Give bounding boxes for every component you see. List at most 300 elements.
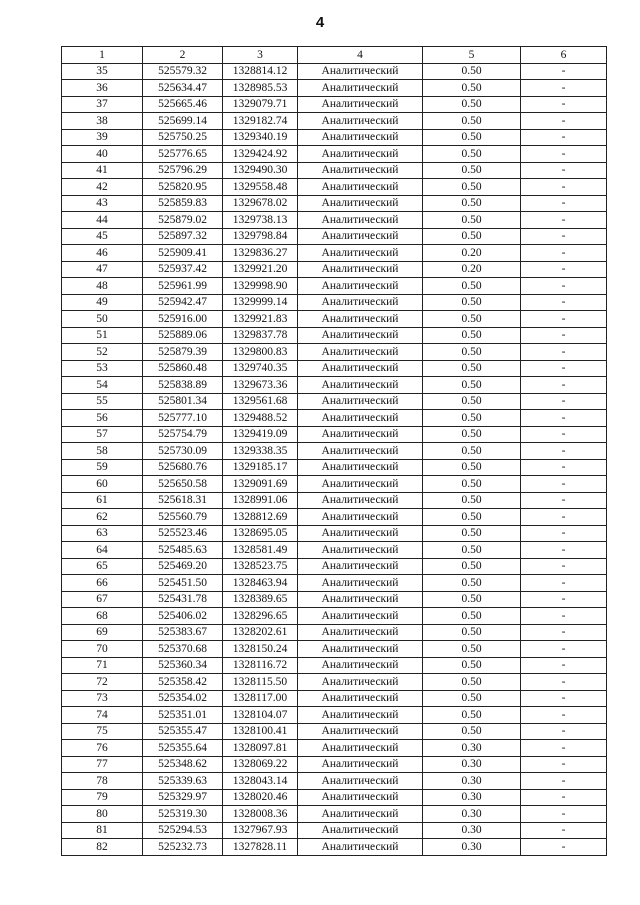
table-row xyxy=(62,212,607,229)
table-row xyxy=(62,773,607,790)
note-cell: - xyxy=(521,806,607,823)
point-number-cell: 43 xyxy=(62,195,143,212)
x-coordinate-cell: 525680.76 xyxy=(143,459,223,476)
y-coordinate-cell: 1328097.81 xyxy=(223,740,298,757)
x-coordinate-cell: 525351.01 xyxy=(143,707,223,724)
method-cell: Аналитический xyxy=(298,707,423,724)
method-cell: Аналитический xyxy=(298,476,423,493)
table-row xyxy=(62,261,607,278)
accuracy-cell: 0.50 xyxy=(423,525,521,542)
point-number-cell: 38 xyxy=(62,113,143,130)
x-coordinate-cell: 525579.32 xyxy=(143,63,223,80)
point-number-cell: 40 xyxy=(62,146,143,163)
x-coordinate-cell: 525730.09 xyxy=(143,443,223,460)
note-cell: - xyxy=(521,261,607,278)
table-row xyxy=(62,311,607,328)
x-coordinate-cell: 525860.48 xyxy=(143,360,223,377)
note-cell: - xyxy=(521,162,607,179)
x-coordinate-cell: 525383.67 xyxy=(143,624,223,641)
point-number-cell: 51 xyxy=(62,327,143,344)
y-coordinate-cell: 1329998.90 xyxy=(223,278,298,295)
y-coordinate-cell: 1328812.69 xyxy=(223,509,298,526)
accuracy-cell: 0.50 xyxy=(423,476,521,493)
note-cell: - xyxy=(521,459,607,476)
accuracy-cell: 0.50 xyxy=(423,624,521,641)
method-cell: Аналитический xyxy=(298,80,423,97)
point-number-cell: 54 xyxy=(62,377,143,394)
y-coordinate-cell: 1328069.22 xyxy=(223,756,298,773)
note-cell: - xyxy=(521,723,607,740)
point-number-cell: 60 xyxy=(62,476,143,493)
y-coordinate-cell: 1327828.11 xyxy=(223,839,298,856)
x-coordinate-cell: 525354.02 xyxy=(143,690,223,707)
table-row xyxy=(62,641,607,658)
accuracy-cell: 0.30 xyxy=(423,740,521,757)
accuracy-cell: 0.50 xyxy=(423,674,521,691)
table-row xyxy=(62,509,607,526)
table-row xyxy=(62,558,607,575)
y-coordinate-cell: 1328991.06 xyxy=(223,492,298,509)
point-number-cell: 62 xyxy=(62,509,143,526)
method-cell: Аналитический xyxy=(298,740,423,757)
y-coordinate-cell: 1329558.48 xyxy=(223,179,298,196)
note-cell: - xyxy=(521,245,607,262)
table-row xyxy=(62,608,607,625)
point-number-cell: 73 xyxy=(62,690,143,707)
point-number-cell: 61 xyxy=(62,492,143,509)
accuracy-cell: 0.50 xyxy=(423,96,521,113)
x-coordinate-cell: 525406.02 xyxy=(143,608,223,625)
note-cell: - xyxy=(521,278,607,295)
accuracy-cell: 0.50 xyxy=(423,344,521,361)
table-row xyxy=(62,245,607,262)
method-cell: Аналитический xyxy=(298,591,423,608)
point-number-cell: 80 xyxy=(62,806,143,823)
accuracy-cell: 0.50 xyxy=(423,80,521,97)
accuracy-cell: 0.30 xyxy=(423,806,521,823)
y-coordinate-cell: 1328814.12 xyxy=(223,63,298,80)
y-coordinate-cell: 1328043.14 xyxy=(223,773,298,790)
note-cell: - xyxy=(521,525,607,542)
column-header: 2 xyxy=(143,47,223,64)
y-coordinate-cell: 1329673.36 xyxy=(223,377,298,394)
accuracy-cell: 0.50 xyxy=(423,723,521,740)
accuracy-cell: 0.30 xyxy=(423,789,521,806)
y-coordinate-cell: 1329424.92 xyxy=(223,146,298,163)
point-number-cell: 71 xyxy=(62,657,143,674)
method-cell: Аналитический xyxy=(298,674,423,691)
method-cell: Аналитический xyxy=(298,311,423,328)
point-number-cell: 64 xyxy=(62,542,143,559)
y-coordinate-cell: 1329340.19 xyxy=(223,129,298,146)
method-cell: Аналитический xyxy=(298,261,423,278)
method-cell: Аналитический xyxy=(298,360,423,377)
column-header: 3 xyxy=(223,47,298,64)
x-coordinate-cell: 525634.47 xyxy=(143,80,223,97)
accuracy-cell: 0.50 xyxy=(423,129,521,146)
note-cell: - xyxy=(521,96,607,113)
x-coordinate-cell: 525909.41 xyxy=(143,245,223,262)
method-cell: Аналитический xyxy=(298,146,423,163)
note-cell: - xyxy=(521,492,607,509)
table-row xyxy=(62,410,607,427)
note-cell: - xyxy=(521,212,607,229)
point-number-cell: 56 xyxy=(62,410,143,427)
method-cell: Аналитический xyxy=(298,294,423,311)
point-number-cell: 81 xyxy=(62,822,143,839)
point-number-cell: 58 xyxy=(62,443,143,460)
y-coordinate-cell: 1329800.83 xyxy=(223,344,298,361)
page-number: 4 xyxy=(315,14,325,31)
table-row xyxy=(62,492,607,509)
method-cell: Аналитический xyxy=(298,542,423,559)
accuracy-cell: 0.50 xyxy=(423,360,521,377)
y-coordinate-cell: 1328202.61 xyxy=(223,624,298,641)
method-cell: Аналитический xyxy=(298,129,423,146)
x-coordinate-cell: 525232.73 xyxy=(143,839,223,856)
table-row xyxy=(62,591,607,608)
method-cell: Аналитический xyxy=(298,773,423,790)
coordinates-table xyxy=(61,46,607,856)
table-row xyxy=(62,146,607,163)
x-coordinate-cell: 525650.58 xyxy=(143,476,223,493)
table-row xyxy=(62,162,607,179)
point-number-cell: 49 xyxy=(62,294,143,311)
accuracy-cell: 0.50 xyxy=(423,63,521,80)
table-row xyxy=(62,96,607,113)
x-coordinate-cell: 525897.32 xyxy=(143,228,223,245)
accuracy-cell: 0.50 xyxy=(423,179,521,196)
table-row xyxy=(62,476,607,493)
method-cell: Аналитический xyxy=(298,344,423,361)
point-number-cell: 69 xyxy=(62,624,143,641)
x-coordinate-cell: 525942.47 xyxy=(143,294,223,311)
method-cell: Аналитический xyxy=(298,195,423,212)
x-coordinate-cell: 525961.99 xyxy=(143,278,223,295)
table-row xyxy=(62,393,607,410)
x-coordinate-cell: 525348.62 xyxy=(143,756,223,773)
note-cell: - xyxy=(521,327,607,344)
x-coordinate-cell: 525485.63 xyxy=(143,542,223,559)
note-cell: - xyxy=(521,443,607,460)
method-cell: Аналитический xyxy=(298,641,423,658)
x-coordinate-cell: 525360.34 xyxy=(143,657,223,674)
point-number-cell: 45 xyxy=(62,228,143,245)
point-number-cell: 65 xyxy=(62,558,143,575)
accuracy-cell: 0.50 xyxy=(423,459,521,476)
x-coordinate-cell: 525937.42 xyxy=(143,261,223,278)
y-coordinate-cell: 1328523.75 xyxy=(223,558,298,575)
note-cell: - xyxy=(521,740,607,757)
accuracy-cell: 0.50 xyxy=(423,162,521,179)
table-row xyxy=(62,624,607,641)
accuracy-cell: 0.50 xyxy=(423,377,521,394)
method-cell: Аналитический xyxy=(298,212,423,229)
x-coordinate-cell: 525560.79 xyxy=(143,509,223,526)
method-cell: Аналитический xyxy=(298,624,423,641)
column-header: 4 xyxy=(298,47,423,64)
table-row xyxy=(62,426,607,443)
y-coordinate-cell: 1328104.07 xyxy=(223,707,298,724)
note-cell: - xyxy=(521,542,607,559)
table-row xyxy=(62,63,607,80)
method-cell: Аналитический xyxy=(298,327,423,344)
point-number-cell: 47 xyxy=(62,261,143,278)
table-row xyxy=(62,657,607,674)
accuracy-cell: 0.50 xyxy=(423,195,521,212)
point-number-cell: 74 xyxy=(62,707,143,724)
point-number-cell: 53 xyxy=(62,360,143,377)
x-coordinate-cell: 525431.78 xyxy=(143,591,223,608)
y-coordinate-cell: 1329561.68 xyxy=(223,393,298,410)
y-coordinate-cell: 1328463.94 xyxy=(223,575,298,592)
method-cell: Аналитический xyxy=(298,245,423,262)
note-cell: - xyxy=(521,674,607,691)
note-cell: - xyxy=(521,707,607,724)
note-cell: - xyxy=(521,113,607,130)
table-row xyxy=(62,327,607,344)
method-cell: Аналитический xyxy=(298,723,423,740)
x-coordinate-cell: 525451.50 xyxy=(143,575,223,592)
x-coordinate-cell: 525358.42 xyxy=(143,674,223,691)
y-coordinate-cell: 1329740.35 xyxy=(223,360,298,377)
accuracy-cell: 0.50 xyxy=(423,410,521,427)
method-cell: Аналитический xyxy=(298,608,423,625)
x-coordinate-cell: 525796.29 xyxy=(143,162,223,179)
accuracy-cell: 0.50 xyxy=(423,311,521,328)
point-number-cell: 67 xyxy=(62,591,143,608)
method-cell: Аналитический xyxy=(298,789,423,806)
accuracy-cell: 0.50 xyxy=(423,146,521,163)
table-row xyxy=(62,129,607,146)
accuracy-cell: 0.30 xyxy=(423,822,521,839)
x-coordinate-cell: 525879.39 xyxy=(143,344,223,361)
note-cell: - xyxy=(521,822,607,839)
y-coordinate-cell: 1329419.09 xyxy=(223,426,298,443)
note-cell: - xyxy=(521,410,607,427)
y-coordinate-cell: 1329488.52 xyxy=(223,410,298,427)
table-row xyxy=(62,80,607,97)
note-cell: - xyxy=(521,509,607,526)
x-coordinate-cell: 525754.79 xyxy=(143,426,223,443)
note-cell: - xyxy=(521,344,607,361)
method-cell: Аналитический xyxy=(298,278,423,295)
method-cell: Аналитический xyxy=(298,558,423,575)
x-coordinate-cell: 525838.89 xyxy=(143,377,223,394)
point-number-cell: 41 xyxy=(62,162,143,179)
x-coordinate-cell: 525776.65 xyxy=(143,146,223,163)
accuracy-cell: 0.50 xyxy=(423,492,521,509)
column-header: 1 xyxy=(62,47,143,64)
table-row xyxy=(62,707,607,724)
y-coordinate-cell: 1329091.69 xyxy=(223,476,298,493)
table-row xyxy=(62,723,607,740)
y-coordinate-cell: 1328117.00 xyxy=(223,690,298,707)
y-coordinate-cell: 1329798.84 xyxy=(223,228,298,245)
method-cell: Аналитический xyxy=(298,492,423,509)
table-row xyxy=(62,740,607,757)
table-row xyxy=(62,839,607,856)
accuracy-cell: 0.50 xyxy=(423,327,521,344)
note-cell: - xyxy=(521,839,607,856)
accuracy-cell: 0.50 xyxy=(423,707,521,724)
accuracy-cell: 0.30 xyxy=(423,773,521,790)
note-cell: - xyxy=(521,129,607,146)
method-cell: Аналитический xyxy=(298,393,423,410)
note-cell: - xyxy=(521,591,607,608)
x-coordinate-cell: 525355.64 xyxy=(143,740,223,757)
note-cell: - xyxy=(521,179,607,196)
x-coordinate-cell: 525750.25 xyxy=(143,129,223,146)
x-coordinate-cell: 525319.30 xyxy=(143,806,223,823)
table-row xyxy=(62,179,607,196)
x-coordinate-cell: 525523.46 xyxy=(143,525,223,542)
y-coordinate-cell: 1329182.74 xyxy=(223,113,298,130)
table-row xyxy=(62,459,607,476)
point-number-cell: 52 xyxy=(62,344,143,361)
accuracy-cell: 0.50 xyxy=(423,641,521,658)
point-number-cell: 48 xyxy=(62,278,143,295)
method-cell: Аналитический xyxy=(298,179,423,196)
table-row xyxy=(62,278,607,295)
table-row xyxy=(62,377,607,394)
accuracy-cell: 0.30 xyxy=(423,839,521,856)
table-body xyxy=(62,63,607,855)
method-cell: Аналитический xyxy=(298,509,423,526)
accuracy-cell: 0.50 xyxy=(423,393,521,410)
point-number-cell: 78 xyxy=(62,773,143,790)
point-number-cell: 44 xyxy=(62,212,143,229)
y-coordinate-cell: 1328581.49 xyxy=(223,542,298,559)
accuracy-cell: 0.30 xyxy=(423,756,521,773)
table-row xyxy=(62,195,607,212)
point-number-cell: 35 xyxy=(62,63,143,80)
accuracy-cell: 0.20 xyxy=(423,245,521,262)
table-row xyxy=(62,113,607,130)
note-cell: - xyxy=(521,476,607,493)
method-cell: Аналитический xyxy=(298,63,423,80)
x-coordinate-cell: 525859.83 xyxy=(143,195,223,212)
note-cell: - xyxy=(521,789,607,806)
table-row xyxy=(62,806,607,823)
y-coordinate-cell: 1328100.41 xyxy=(223,723,298,740)
table-row xyxy=(62,525,607,542)
y-coordinate-cell: 1329999.14 xyxy=(223,294,298,311)
accuracy-cell: 0.50 xyxy=(423,591,521,608)
x-coordinate-cell: 525699.14 xyxy=(143,113,223,130)
accuracy-cell: 0.50 xyxy=(423,113,521,130)
accuracy-cell: 0.50 xyxy=(423,228,521,245)
y-coordinate-cell: 1329490.30 xyxy=(223,162,298,179)
y-coordinate-cell: 1329079.71 xyxy=(223,96,298,113)
x-coordinate-cell: 525329.97 xyxy=(143,789,223,806)
table-row xyxy=(62,294,607,311)
y-coordinate-cell: 1329738.13 xyxy=(223,212,298,229)
point-number-cell: 77 xyxy=(62,756,143,773)
table-row xyxy=(62,542,607,559)
accuracy-cell: 0.50 xyxy=(423,608,521,625)
x-coordinate-cell: 525777.10 xyxy=(143,410,223,427)
y-coordinate-cell: 1328389.65 xyxy=(223,591,298,608)
method-cell: Аналитический xyxy=(298,113,423,130)
accuracy-cell: 0.50 xyxy=(423,294,521,311)
point-number-cell: 37 xyxy=(62,96,143,113)
method-cell: Аналитический xyxy=(298,443,423,460)
y-coordinate-cell: 1329836.27 xyxy=(223,245,298,262)
table-row xyxy=(62,674,607,691)
table-row xyxy=(62,690,607,707)
note-cell: - xyxy=(521,558,607,575)
note-cell: - xyxy=(521,575,607,592)
point-number-cell: 36 xyxy=(62,80,143,97)
point-number-cell: 46 xyxy=(62,245,143,262)
point-number-cell: 72 xyxy=(62,674,143,691)
table-row xyxy=(62,228,607,245)
y-coordinate-cell: 1328695.05 xyxy=(223,525,298,542)
method-cell: Аналитический xyxy=(298,410,423,427)
x-coordinate-cell: 525665.46 xyxy=(143,96,223,113)
method-cell: Аналитический xyxy=(298,459,423,476)
note-cell: - xyxy=(521,756,607,773)
accuracy-cell: 0.50 xyxy=(423,509,521,526)
x-coordinate-cell: 525820.95 xyxy=(143,179,223,196)
note-cell: - xyxy=(521,641,607,658)
table-row xyxy=(62,789,607,806)
note-cell: - xyxy=(521,63,607,80)
point-number-cell: 82 xyxy=(62,839,143,856)
method-cell: Аналитический xyxy=(298,839,423,856)
x-coordinate-cell: 525469.20 xyxy=(143,558,223,575)
column-header: 6 xyxy=(521,47,607,64)
table-header-row xyxy=(62,47,607,64)
x-coordinate-cell: 525618.31 xyxy=(143,492,223,509)
note-cell: - xyxy=(521,393,607,410)
x-coordinate-cell: 525355.47 xyxy=(143,723,223,740)
y-coordinate-cell: 1328985.53 xyxy=(223,80,298,97)
table-row xyxy=(62,360,607,377)
method-cell: Аналитический xyxy=(298,657,423,674)
note-cell: - xyxy=(521,146,607,163)
y-coordinate-cell: 1329185.17 xyxy=(223,459,298,476)
method-cell: Аналитический xyxy=(298,756,423,773)
method-cell: Аналитический xyxy=(298,228,423,245)
y-coordinate-cell: 1328115.50 xyxy=(223,674,298,691)
point-number-cell: 75 xyxy=(62,723,143,740)
y-coordinate-cell: 1328296.65 xyxy=(223,608,298,625)
point-number-cell: 63 xyxy=(62,525,143,542)
method-cell: Аналитический xyxy=(298,525,423,542)
method-cell: Аналитический xyxy=(298,96,423,113)
note-cell: - xyxy=(521,360,607,377)
table-row xyxy=(62,443,607,460)
note-cell: - xyxy=(521,228,607,245)
point-number-cell: 79 xyxy=(62,789,143,806)
y-coordinate-cell: 1328020.46 xyxy=(223,789,298,806)
accuracy-cell: 0.50 xyxy=(423,426,521,443)
accuracy-cell: 0.50 xyxy=(423,212,521,229)
accuracy-cell: 0.50 xyxy=(423,575,521,592)
note-cell: - xyxy=(521,294,607,311)
y-coordinate-cell: 1328116.72 xyxy=(223,657,298,674)
x-coordinate-cell: 525801.34 xyxy=(143,393,223,410)
note-cell: - xyxy=(521,773,607,790)
note-cell: - xyxy=(521,311,607,328)
table-row xyxy=(62,575,607,592)
x-coordinate-cell: 525879.02 xyxy=(143,212,223,229)
note-cell: - xyxy=(521,608,607,625)
accuracy-cell: 0.50 xyxy=(423,278,521,295)
y-coordinate-cell: 1329921.83 xyxy=(223,311,298,328)
